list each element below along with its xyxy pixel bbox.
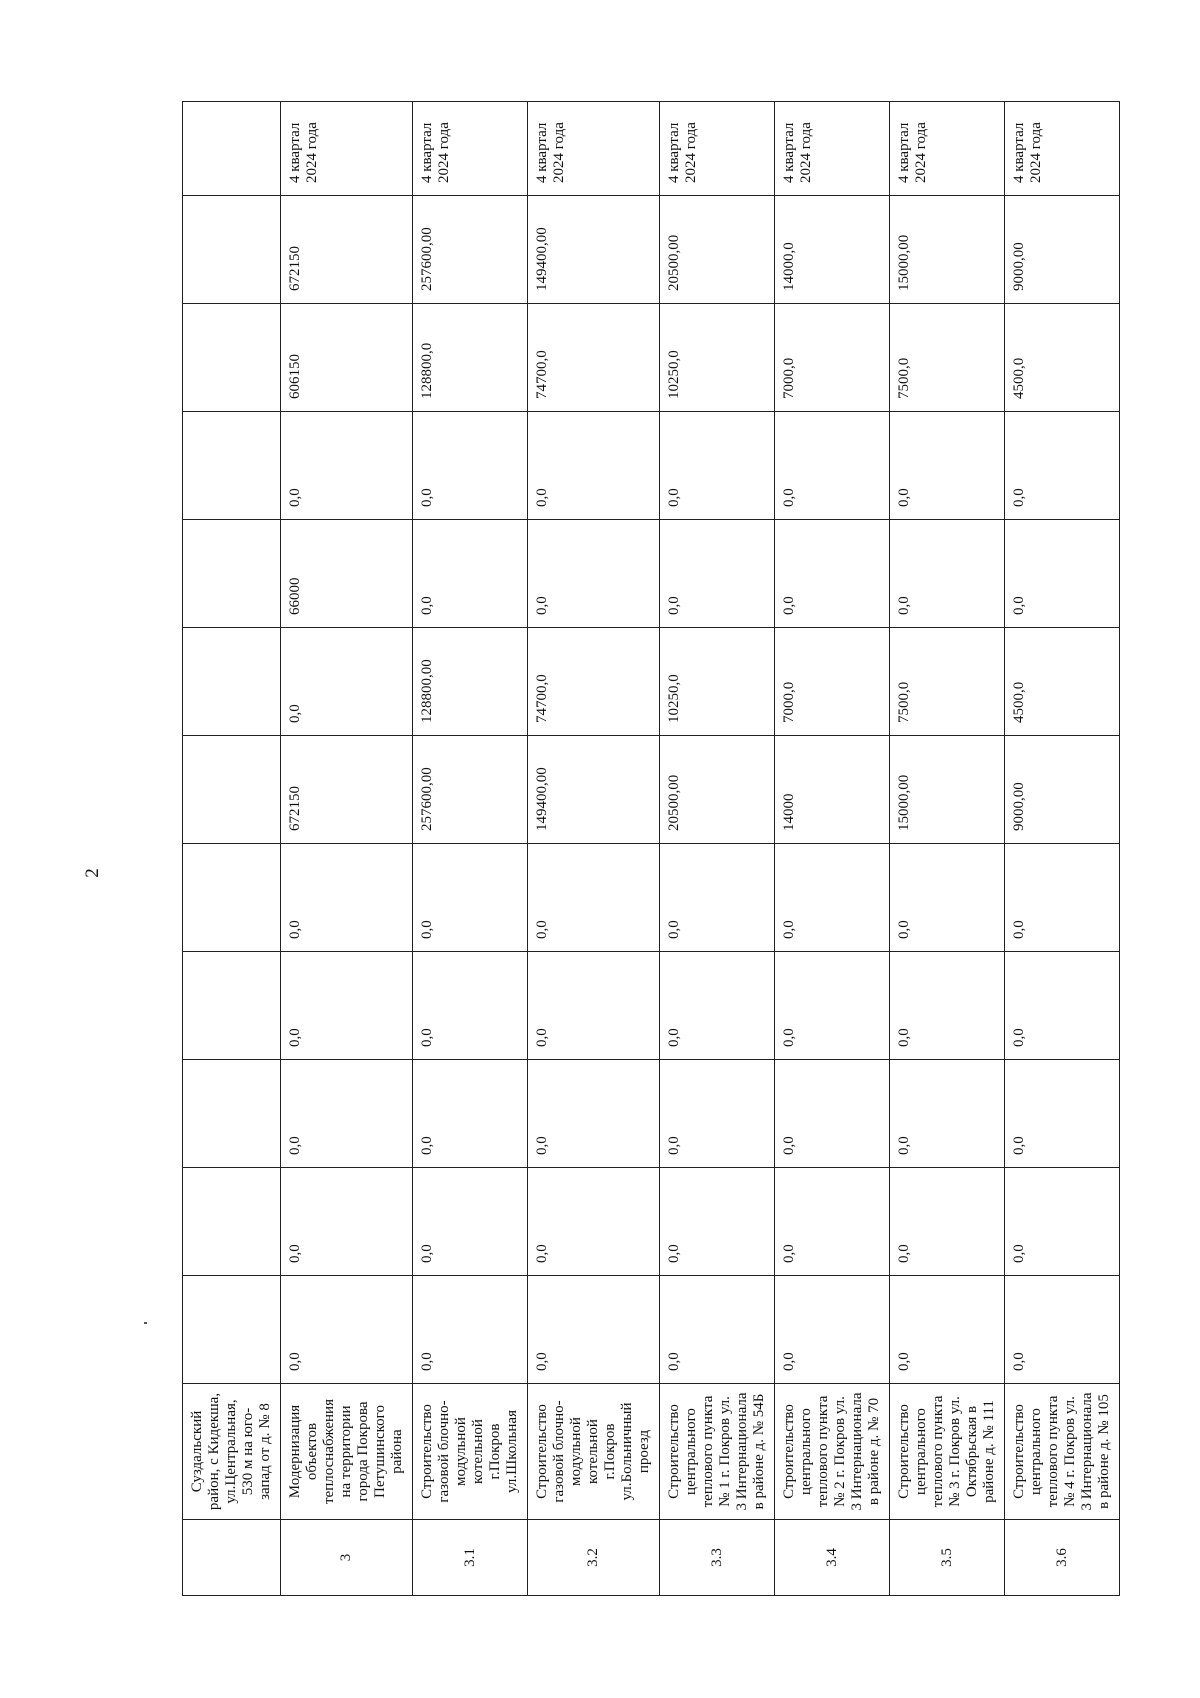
value-cell xyxy=(183,736,281,844)
term-cell: 4 квартал 2024 года xyxy=(528,102,660,196)
value-cell xyxy=(183,1168,281,1276)
row-number-cell: 3 xyxy=(281,1520,413,1596)
row-number-cell xyxy=(183,1520,281,1596)
description-cell: Суздальский район, с Кидекша, ул.Центральная, 530 м на юго-запад от д. № 8 xyxy=(183,1384,281,1520)
value-cell: 0,0 xyxy=(281,1276,413,1384)
description-cell: Строительство центрального теплового пункта № 1 г. Покров ул. 3 Интернационала в районе д. № 54Б xyxy=(660,1384,775,1520)
table-row xyxy=(413,102,528,1596)
description-cell: Модернизация объектов теплоснабжения на территории города Покрова Петушинского района xyxy=(281,1384,413,1520)
value-cell: 0,0 xyxy=(775,1276,890,1384)
value-cell: 0,0 xyxy=(775,952,890,1060)
value-cell: 0,0 xyxy=(413,1276,528,1384)
value-cell: 0,0 xyxy=(660,1060,775,1168)
value-cell: 0,0 xyxy=(528,520,660,628)
value-cell: 0,0 xyxy=(775,1060,890,1168)
value-cell xyxy=(183,520,281,628)
value-cell: 0,0 xyxy=(528,844,660,952)
value-cell: 10250,0 xyxy=(660,304,775,412)
description-cell: Строительство газовой блочно-модульной котельной г.Покров ул.Больничный проезд xyxy=(528,1384,660,1520)
value-cell xyxy=(183,628,281,736)
row-number-cell: 3.5 xyxy=(890,1520,1005,1596)
value-cell: 0,0 xyxy=(775,844,890,952)
value-cell: 0,0 xyxy=(281,1168,413,1276)
table-body xyxy=(183,102,1120,1596)
value-cell: 0,0 xyxy=(890,1060,1005,1168)
value-cell: 20500,00 xyxy=(660,196,775,304)
table-row xyxy=(281,102,413,1596)
value-cell: 7000,0 xyxy=(775,304,890,412)
value-cell: 0,0 xyxy=(413,1168,528,1276)
value-cell: 0,0 xyxy=(413,952,528,1060)
value-cell xyxy=(183,844,281,952)
value-cell: 66000 xyxy=(281,520,413,628)
value-cell: 0,0 xyxy=(413,1060,528,1168)
value-cell xyxy=(183,952,281,1060)
value-cell: 149400,00 xyxy=(528,196,660,304)
funding-table xyxy=(182,101,1120,1596)
description-cell: Строительство газовой блочно-модульной котельной г.Покров ул.Школьная xyxy=(413,1384,528,1520)
value-cell xyxy=(183,1060,281,1168)
value-cell xyxy=(183,412,281,520)
value-cell: 0,0 xyxy=(890,1168,1005,1276)
value-cell: 0,0 xyxy=(890,520,1005,628)
table-row xyxy=(890,102,1005,1596)
value-cell: 0,0 xyxy=(281,628,413,736)
value-cell: 0,0 xyxy=(528,1276,660,1384)
value-cell: 15000,00 xyxy=(890,196,1005,304)
value-cell: 10250,0 xyxy=(660,628,775,736)
term-cell xyxy=(183,102,281,196)
term-cell: 4 квартал 2024 года xyxy=(660,102,775,196)
page-number: 2 xyxy=(81,868,103,878)
value-cell: 0,0 xyxy=(890,844,1005,952)
value-cell: 0,0 xyxy=(1005,520,1120,628)
value-cell: 7500,0 xyxy=(890,628,1005,736)
description-cell: Строительство центрального теплового пункта № 4 г. Покров ул. 3 Интернационала в районе д. № 105 xyxy=(1005,1384,1120,1520)
value-cell: 0,0 xyxy=(660,520,775,628)
value-cell: 0,0 xyxy=(1005,1168,1120,1276)
value-cell: 74700,0 xyxy=(528,304,660,412)
value-cell: 4500,0 xyxy=(1005,628,1120,736)
value-cell: 0,0 xyxy=(660,844,775,952)
value-cell: 0,0 xyxy=(281,1060,413,1168)
value-cell xyxy=(183,304,281,412)
value-cell: 14000 xyxy=(775,736,890,844)
value-cell: 0,0 xyxy=(775,1168,890,1276)
row-number-cell: 3.4 xyxy=(775,1520,890,1596)
term-cell: 4 квартал 2024 года xyxy=(890,102,1005,196)
value-cell: 257600,00 xyxy=(413,196,528,304)
term-cell: 4 квартал 2024 года xyxy=(1005,102,1120,196)
table-row xyxy=(528,102,660,1596)
value-cell: 0,0 xyxy=(890,412,1005,520)
value-cell: 0,0 xyxy=(660,1168,775,1276)
value-cell: 74700,0 xyxy=(528,628,660,736)
value-cell: 672150 xyxy=(281,196,413,304)
value-cell: 0,0 xyxy=(413,520,528,628)
value-cell: 7000,0 xyxy=(775,628,890,736)
scan-mark xyxy=(144,1322,147,1324)
row-number-cell: 3.6 xyxy=(1005,1520,1120,1596)
table-row xyxy=(1005,102,1120,1596)
value-cell: 672150 xyxy=(281,736,413,844)
value-cell: 7500,0 xyxy=(890,304,1005,412)
table-row xyxy=(183,102,281,1596)
value-cell: 0,0 xyxy=(1005,1276,1120,1384)
value-cell: 0,0 xyxy=(528,1060,660,1168)
value-cell: 128800,00 xyxy=(413,628,528,736)
value-cell: 0,0 xyxy=(1005,952,1120,1060)
description-cell: Строительство центрального теплового пункта № 2 г. Покров ул. 3 Интернационала в районе д. № 70 xyxy=(775,1384,890,1520)
term-cell: 4 квартал 2024 года xyxy=(775,102,890,196)
value-cell: 0,0 xyxy=(281,952,413,1060)
value-cell: 0,0 xyxy=(660,952,775,1060)
value-cell: 0,0 xyxy=(528,952,660,1060)
value-cell: 606150 xyxy=(281,304,413,412)
term-cell: 4 квартал 2024 года xyxy=(413,102,528,196)
value-cell: 128800,0 xyxy=(413,304,528,412)
value-cell: 20500,00 xyxy=(660,736,775,844)
value-cell: 0,0 xyxy=(413,844,528,952)
value-cell: 149400,00 xyxy=(528,736,660,844)
value-cell: 15000,00 xyxy=(890,736,1005,844)
value-cell: 0,0 xyxy=(528,412,660,520)
value-cell: 0,0 xyxy=(775,520,890,628)
value-cell: 0,0 xyxy=(281,844,413,952)
table-row xyxy=(660,102,775,1596)
value-cell: 4500,0 xyxy=(1005,304,1120,412)
row-number-cell: 3.1 xyxy=(413,1520,528,1596)
value-cell: 0,0 xyxy=(660,1276,775,1384)
term-cell: 4 квартал 2024 года xyxy=(281,102,413,196)
value-cell: 0,0 xyxy=(890,952,1005,1060)
table-row xyxy=(775,102,890,1596)
value-cell: 0,0 xyxy=(1005,1060,1120,1168)
value-cell: 0,0 xyxy=(413,412,528,520)
value-cell: 9000,00 xyxy=(1005,196,1120,304)
value-cell xyxy=(183,196,281,304)
value-cell: 0,0 xyxy=(1005,412,1120,520)
value-cell: 0,0 xyxy=(660,412,775,520)
description-cell: Строительство центрального теплового пункта № 3 г. Покров ул. Октябрьская в районе д. № 111 xyxy=(890,1384,1005,1520)
row-number-cell: 3.3 xyxy=(660,1520,775,1596)
value-cell: 0,0 xyxy=(775,412,890,520)
row-number-cell: 3.2 xyxy=(528,1520,660,1596)
rotated-table-wrapper xyxy=(182,106,1112,1596)
value-cell: 14000,0 xyxy=(775,196,890,304)
value-cell: 0,0 xyxy=(890,1276,1005,1384)
value-cell: 0,0 xyxy=(528,1168,660,1276)
value-cell: 0,0 xyxy=(281,412,413,520)
value-cell: 257600,00 xyxy=(413,736,528,844)
value-cell: 9000,00 xyxy=(1005,736,1120,844)
value-cell: 0,0 xyxy=(1005,844,1120,952)
value-cell xyxy=(183,1276,281,1384)
